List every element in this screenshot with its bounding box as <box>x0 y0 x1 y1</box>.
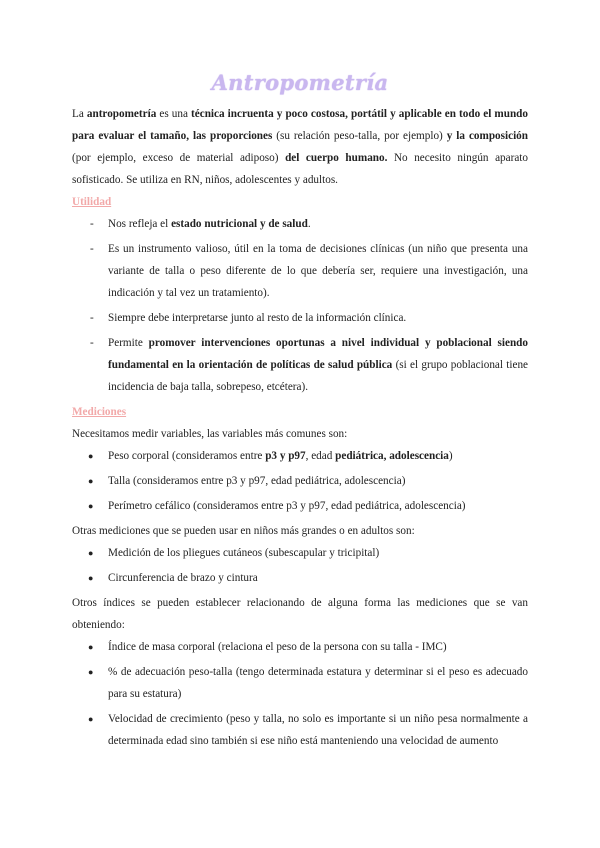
item-text: . <box>307 218 311 230</box>
mediciones-list <box>72 445 528 517</box>
list-item <box>72 445 528 467</box>
item-text: Es un instrumento valioso, útil en la toma de decisiones clínicas (un niño que presenta una variante de talla o peso diferente de lo que debería ser, requiere una investigación, una indicación y tal vez un tratamiento). <box>108 243 528 299</box>
item-bold: pediátrica, adolescencia <box>335 450 449 462</box>
bullet-marker: ● <box>88 451 94 461</box>
intro-text-5: No necesito ningún aparato sofisticado. Se utiliza en RN, niños, adolescentes y adultos. <box>72 152 528 186</box>
list-item <box>72 213 528 235</box>
item-bold: p3 y p97 <box>265 450 306 462</box>
list-item <box>72 332 528 398</box>
intro-paragraph <box>72 103 528 191</box>
indices-intro: Otros índices se pueden establecer relacionando de alguna forma las mediciones que se van obteniendo: <box>72 597 528 631</box>
list-item <box>72 307 528 329</box>
bullet-marker: ● <box>88 642 94 652</box>
bullet-marker: ● <box>88 667 94 677</box>
intro-bold-1: antropometría <box>86 108 157 120</box>
otras-mediciones-intro: Otras mediciones que se pueden usar en niños más grandes o en adultos son: <box>72 525 415 537</box>
dash-marker: - <box>90 337 94 349</box>
item-text: Circunferencia de brazo y cintura <box>108 572 258 584</box>
item-text: Peso corporal (consideramos entre <box>108 450 266 462</box>
item-text: Medición de los pliegues cutáneos (subescapular y tricipital) <box>108 547 380 559</box>
item-text: Permite <box>108 337 149 349</box>
item-text: % de adecuación peso-talla (tengo determinada estatura y determinar si el peso es adecuado para su estatura) <box>108 666 528 700</box>
list-item <box>72 495 528 517</box>
bullet-marker: ● <box>88 573 94 583</box>
list-item <box>72 661 528 705</box>
item-text: Índice de masa corporal (relaciona el peso de la persona con su talla - IMC) <box>108 641 447 653</box>
item-text: Siempre debe interpretarse junto al resto de la información clínica. <box>108 312 407 324</box>
intro-text-3: (su relación peso-talla, por ejemplo) <box>272 130 447 142</box>
utilidad-list <box>72 213 528 398</box>
item-bold: promover intervenciones oportunas a nivel individual y poblacional siendo fundamental en la orientación de políticas de salud pública <box>108 337 528 371</box>
section-heading-mediciones: Mediciones <box>72 406 127 418</box>
item-text: Nos refleja el <box>108 218 172 230</box>
item-text: Talla (consideramos entre p3 y p97, edad pediátrica, adolescencia) <box>108 475 406 487</box>
bullet-marker: ● <box>88 476 94 486</box>
item-text: Perímetro cefálico (consideramos entre p3 y p97, edad pediátrica, adolescencia) <box>108 500 466 512</box>
item-text: , edad <box>305 450 336 462</box>
list-item <box>72 542 528 564</box>
item-text: (si el grupo poblacional tiene incidencia de baja talla, sobrepeso, etcétera). <box>108 359 529 393</box>
item-bold: estado nutricional y de salud <box>171 218 308 230</box>
list-item <box>72 708 528 752</box>
intro-bold-3: y la composición <box>446 130 529 142</box>
list-item <box>72 636 528 658</box>
bullet-marker: ● <box>88 501 94 511</box>
page-title: Antropometría <box>211 70 389 95</box>
list-item <box>72 238 528 304</box>
intro-text-2: es una <box>156 108 192 120</box>
section-heading-utilidad: Utilidad <box>72 196 112 208</box>
dash-marker: - <box>90 243 94 255</box>
intro-bold-2: técnica incruenta y poco costosa, portátil y aplicable en todo el mundo para evaluar el tamaño, las proporciones <box>72 108 528 142</box>
intro-text-4: (por ejemplo, exceso de material adiposo) <box>72 152 286 164</box>
intro-text-1: La <box>72 108 87 120</box>
list-item <box>72 567 528 589</box>
document-page <box>72 70 528 755</box>
bullet-marker: ● <box>88 714 94 724</box>
mediciones-intro: Necesitamos medir variables, las variables más comunes son: <box>72 428 348 440</box>
otras-mediciones-list <box>72 542 528 589</box>
dash-marker: - <box>90 218 94 230</box>
item-text: ) <box>448 450 453 462</box>
bullet-marker: ● <box>88 548 94 558</box>
intro-bold-4: del cuerpo humano. <box>285 152 388 164</box>
list-item <box>72 470 528 492</box>
item-text: Velocidad de crecimiento (peso y talla, no solo es importante si un niño pesa normalmente a determinada edad sino también si ese niño está manteniendo una velocidad de aumento <box>108 713 528 747</box>
dash-marker: - <box>90 312 94 324</box>
indices-list <box>72 636 528 752</box>
